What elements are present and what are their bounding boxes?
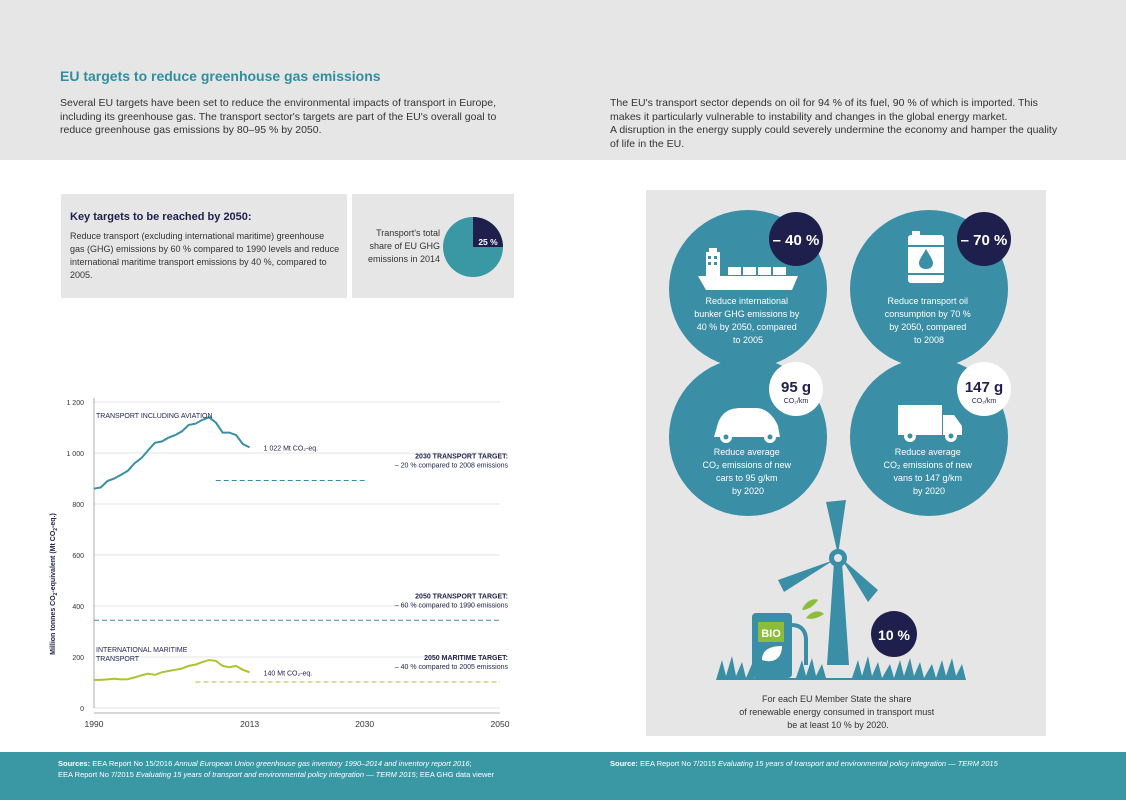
- badge-4-line-1: Reduce average: [894, 447, 961, 457]
- x-tick-label: 1990: [84, 719, 104, 729]
- target-text: – 20 % compared to 2008 emissions: [394, 462, 508, 470]
- badge-1-value: – 40 %: [772, 232, 820, 249]
- key-targets-box: [61, 194, 347, 298]
- x-tick-label: 2030: [355, 719, 375, 729]
- badge-4-line-2: CO₂ emissions of new: [883, 460, 973, 470]
- target-text: – 60 % compared to 1990 emissions: [394, 602, 508, 610]
- intro-right-text: [610, 97, 1060, 151]
- badge-2-line-1: Reduce transport oil: [887, 296, 969, 306]
- badge-2-line-4: to 2008: [913, 335, 945, 345]
- series-end-label: 1 022 Mt CO₂-eq.: [263, 445, 319, 453]
- badge-3-value: 95 g: [780, 379, 812, 396]
- badge-2-line-3: by 2050, compared: [889, 322, 967, 332]
- series-name: TRANSPORT INCLUDING AVIATION: [96, 413, 213, 420]
- badge-1-line-3: 40 % by 2050, compared: [696, 322, 797, 332]
- series-end-label: 140 Mt CO₂-eq.: [263, 670, 313, 678]
- source-3-a: EEA Report No 7/2015: [640, 759, 718, 768]
- footer-sources-left: [58, 758, 528, 780]
- renewable-line-1: For each EU Member State the share: [761, 694, 912, 704]
- share-pie: [352, 194, 514, 298]
- badge-1-line-1: Reduce international: [705, 296, 789, 306]
- footer-sources-right: [610, 758, 1090, 769]
- infographic-svg: [646, 190, 1046, 736]
- series-line: [94, 660, 250, 680]
- target-title: 2050 TRANSPORT TARGET:: [415, 593, 508, 601]
- share-value-label: 25 %: [478, 237, 498, 247]
- source-1-a: EEA Report No 15/2016: [92, 759, 175, 768]
- source-2-a: EEA Report No 7/2015: [58, 770, 136, 779]
- series-name: INTERNATIONAL MARITIME: [96, 646, 188, 654]
- badge-4-line-3: vans to 147 g/km: [893, 473, 963, 483]
- target-text: – 40 % compared to 2005 emissions: [394, 663, 508, 671]
- source-1-c: ;: [469, 759, 472, 768]
- badge-cars: [669, 358, 827, 516]
- transport-share-box: [352, 194, 514, 298]
- page-title: EU targets to reduce greenhouse gas emissions: [60, 68, 381, 84]
- badge-1-line-4: to 2005: [732, 335, 764, 345]
- badge-4-line-4: by 2020: [912, 486, 946, 496]
- y-tick-label: 1 000: [66, 451, 84, 458]
- x-tick-label: 2050: [490, 719, 510, 729]
- badge-4-value: 147 g: [964, 379, 1004, 396]
- y-tick-label: 200: [72, 655, 84, 662]
- source-2-title: Evaluating 15 years of transport and environmental policy integration — TERM 2015: [135, 770, 416, 779]
- wind-turbine-icon: [778, 500, 878, 665]
- badge-international-bunker: [669, 210, 827, 368]
- oil-barrel-icon: [908, 231, 944, 283]
- badge-3-line-2: CO₂ emissions of new: [702, 460, 792, 470]
- source-1-title: Annual European Union greenhouse gas inventory 1990–2014 and inventory report 2016: [174, 759, 470, 768]
- target-title: 2050 MARITIME TARGET:: [424, 654, 508, 662]
- badge-4-unit: CO₂/km: [971, 398, 997, 405]
- svg-text:For each EU Member State the s: [739, 694, 937, 730]
- badge-vans: [850, 358, 1011, 516]
- share-text: Transport's total share of EU GHG emissions in 2014: [367, 228, 440, 264]
- infographic-panel: [646, 190, 1046, 736]
- y-tick-label: 0: [80, 706, 84, 713]
- target-title: 2030 TRANSPORT TARGET:: [415, 453, 508, 461]
- badge-2-value: – 70 %: [960, 232, 1008, 249]
- badge-3-unit: CO₂/km: [783, 398, 809, 405]
- bio-label: BIO: [761, 628, 781, 640]
- y-tick-label: 400: [72, 604, 84, 611]
- emissions-chart: [40, 392, 560, 742]
- renewable-line-3: be at least 10 % by 2020.: [787, 720, 889, 730]
- badge-2-line-2: consumption by 70 %: [884, 309, 971, 319]
- x-tick-label: 2013: [240, 719, 260, 729]
- footer-left-label: Sources:: [58, 759, 91, 768]
- key-targets-title: Key targets to be reached by 2050:: [70, 211, 252, 223]
- footer: [0, 752, 1126, 800]
- series-name: TRANSPORT: [96, 655, 140, 663]
- badge-oil-consumption: [850, 210, 1011, 368]
- badge-3-line-3: cars to 95 g/km: [715, 473, 778, 483]
- chart-series: [94, 417, 250, 680]
- y-tick-label: 1 200: [66, 400, 84, 407]
- y-tick-label: 800: [72, 502, 84, 509]
- footer-right-label: Source:: [610, 759, 638, 768]
- renewable-value: 10 %: [878, 627, 910, 643]
- renewable-line-2: of renewable energy consumed in transport must: [739, 707, 935, 717]
- badge-3-line-1: Reduce average: [713, 447, 780, 457]
- y-tick-label: 600: [72, 553, 84, 560]
- intro-left-text: Several EU targets have been set to reduce the environmental impacts of transport in Europe, including its greenhouse gas. The transport sector's targets are part of the EU's overall goal to reduce greenhouse gas emissions by 80–95 % by 2050.: [60, 97, 497, 136]
- source-2-c: ; EEA GHG data viewer: [415, 770, 495, 779]
- y-axis-label: Million tonnes $CO_2$-equivalent (Mt $CO_2-eq$.): [50, 513, 59, 655]
- intro-right-para-1: The EU's transport sector depends on oil for 94 % of its fuel, 90 % of which is imported. This makes it particularly vulnerable to instability and changes in the global energy market.: [610, 97, 1038, 123]
- key-targets-text: Reduce transport (excluding international maritime) greenhouse gas (GHG) emissions by 60 % compared to 1990 levels and reduce international maritime transport emissions by 40 %, compared to 2005.: [70, 231, 340, 280]
- badge-1-line-2: bunker GHG emissions by: [694, 309, 800, 319]
- badge-3-line-4: by 2020: [731, 486, 765, 496]
- intro-right-para-2: A disruption in the energy supply could severely undermine the economy and hamper the quality of life in the EU.: [610, 124, 1058, 150]
- source-3-title: Evaluating 15 years of transport and environmental policy integration — TERM 2015: [718, 759, 998, 768]
